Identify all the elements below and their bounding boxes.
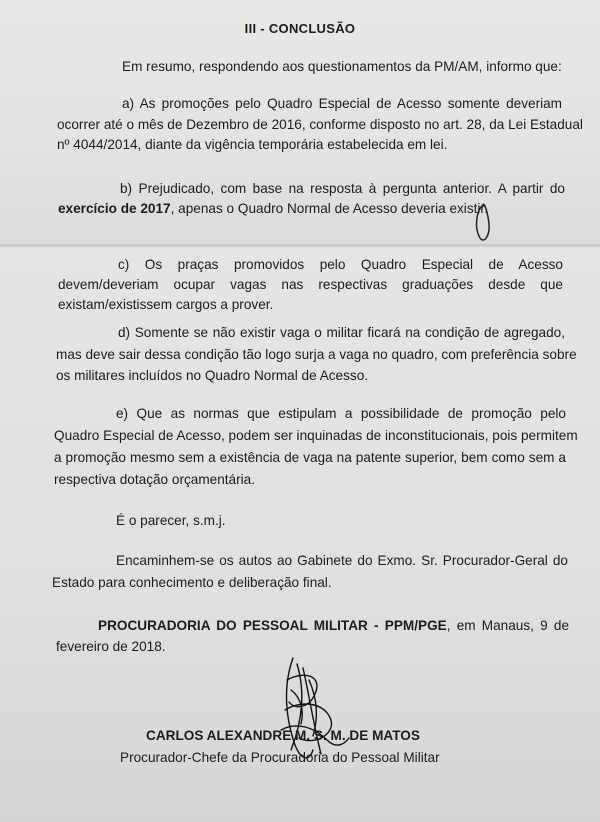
- closing-bold-org: PROCURADORIA DO PESSOAL MILITAR - PPM/PGE: [98, 618, 447, 633]
- item-a-line-3: nº 4044/2014, diante da vigência temporária estabelecida em lei.: [57, 137, 448, 152]
- item-c-line-2: devem/deveriam ocupar vagas nas respectivas graduações desde que: [58, 277, 563, 292]
- item-d-line-1: d) Somente se não existir vaga o militar ficará na condição de agregado,: [118, 325, 565, 340]
- encaminhem-line-2: Estado para conhecimento e deliberação final.: [52, 575, 332, 590]
- item-e-line-3: a promoção mesmo sem a existência de vaga na patente superior, bem como sem a: [54, 450, 566, 465]
- encaminhem-line-1: Encaminhem-se os autos ao Gabinete do Exmo. Sr. Procurador-Geral do: [116, 553, 568, 568]
- page-fold-shadow: [0, 244, 600, 248]
- item-b-bold-phrase: exercício de 2017: [58, 201, 171, 216]
- intro-paragraph: Em resumo, respondendo aos questionamentos da PM/AM, informo que:: [122, 59, 562, 74]
- closing-line-2: fevereiro de 2018.: [56, 639, 166, 654]
- item-b-line-1: b) Prejudicado, com base na resposta à pergunta anterior. A partir do: [120, 181, 565, 196]
- item-a-line-2: ocorrer até o mês de Dezembro de 2016, conforme disposto no art. 28, da Lei Estadual: [57, 117, 583, 132]
- item-a-line-1: a) As promoções pelo Quadro Especial de Acesso somente deveriam: [122, 96, 562, 111]
- signatory-name: CARLOS ALEXANDRE M. S. M. DE MATOS: [146, 728, 420, 743]
- closing-line-1: [98, 617, 569, 635]
- item-d-line-3: os militares incluídos no Quadro Normal de Acesso.: [56, 368, 369, 383]
- item-d-line-2: mas deve sair dessa condição tão logo surja a vaga no quadro, com preferência sobre: [56, 347, 577, 362]
- item-e-line-1: e) Que as normas que estipulam a possibilidade de promoção pelo: [116, 406, 566, 421]
- item-b-line-2-rest: , apenas o Quadro Normal de Acesso deveria existir.: [170, 201, 488, 216]
- signatory-title: Procurador-Chefe da Procuradoria do Pessoal Militar: [120, 750, 440, 765]
- section-heading: III - CONCLUSÃO: [244, 21, 356, 36]
- item-e-line-4: respectiva dotação orçamentária.: [54, 472, 255, 487]
- item-e-line-2: Quadro Especial de Acesso, podem ser inquinadas de inconstitucionais, pois permitem: [54, 428, 578, 443]
- item-c-line-1: c) Os praças promovidos pelo Quadro Especial de Acesso: [118, 257, 563, 272]
- handwritten-mark: [470, 200, 500, 244]
- parecer-line: É o parecer, s.m.j.: [116, 513, 226, 528]
- closing-line-1-rest: , em Manaus, 9 de: [446, 618, 569, 633]
- item-b-line-2: [58, 200, 488, 218]
- item-c-line-3: existam/existissem cargos a prover.: [58, 297, 274, 312]
